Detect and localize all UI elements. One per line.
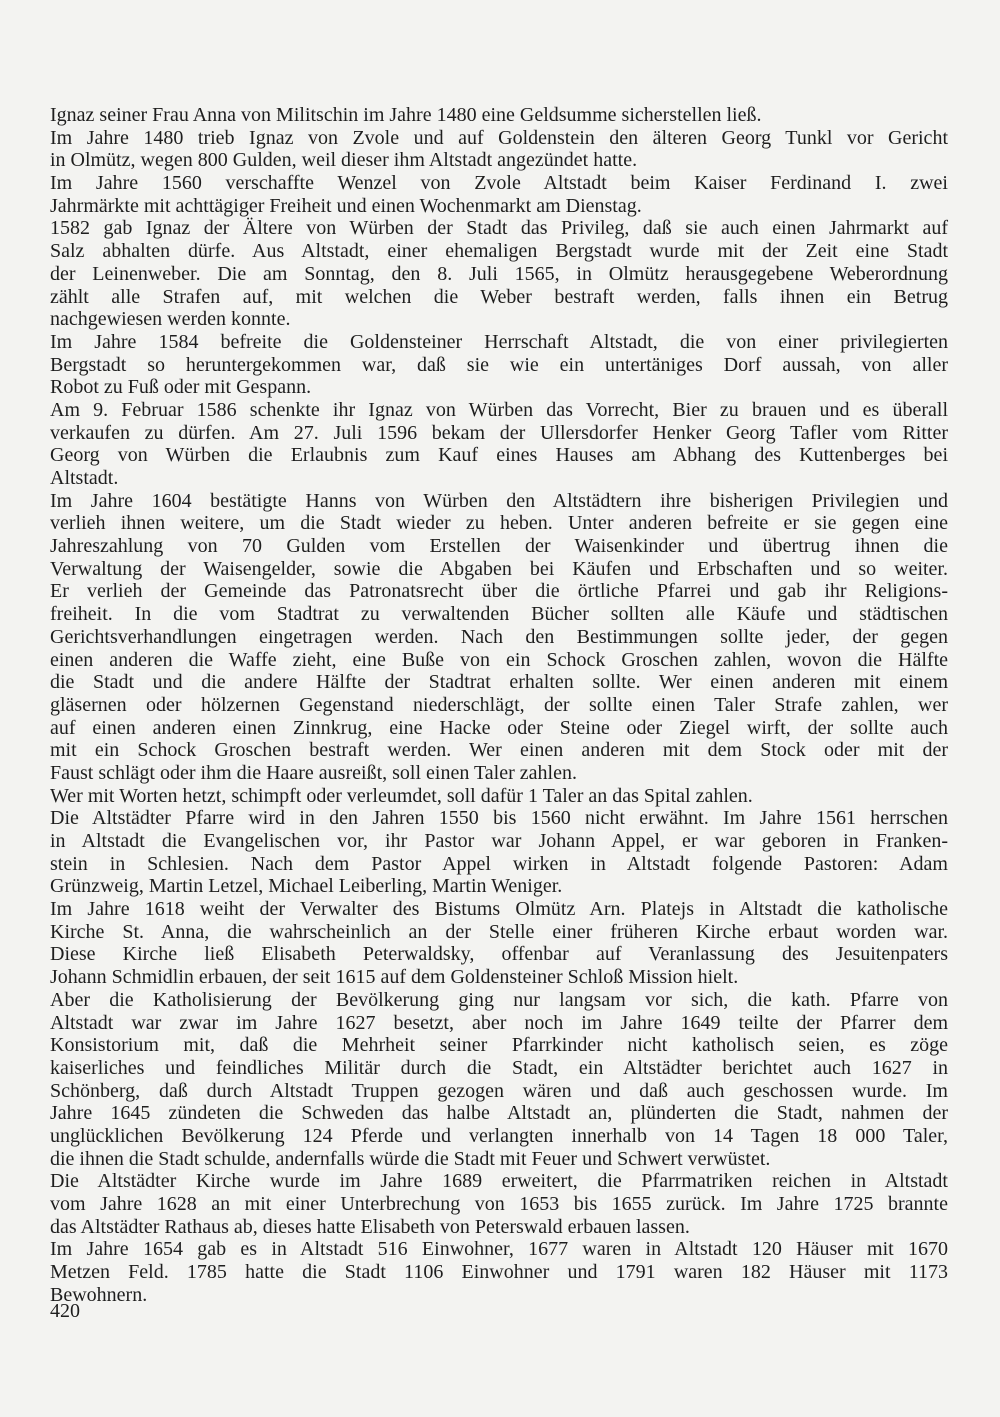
text-line: Im Jahre 1604 bestätigte Hanns von Würben den Altstädtern ihre bisherigen Privilegien und <box>50 489 948 512</box>
text-line: Gerichtsverhandlungen eingetragen werden. Nach den Bestimmungen sollte jeder, der gegen <box>50 625 948 648</box>
paragraph <box>50 104 948 127</box>
text-line: verlieh ihnen weitere, um die Stadt wieder zu heben. Unter anderen befreite er sie gegen eine <box>50 512 948 535</box>
paragraph <box>50 490 948 785</box>
text-line: Verwaltung der Waisengelder, sowie die Abgaben bei Käufen und Erbschaften und so weiter. <box>50 557 948 580</box>
text-line: Jahrmärkte mit achttägiger Freiheit und einen Wochenmarkt am Dienstag. <box>50 194 642 217</box>
paragraph <box>50 399 948 490</box>
text-line: Georg von Würben die Erlaubnis zum Kauf eines Hauses am Abhang des Kuttenberges bei <box>50 444 948 467</box>
text-line: gläsernen oder hölzernen Gegenstand niederschlägt, der sollte einen Taler Strafe zahlen, wer <box>50 693 948 716</box>
text-line: Ignaz seiner Frau Anna von Militschin im Jahre 1480 eine Geldsumme sicherstellen ließ. <box>50 104 762 126</box>
text-line: das Altstädter Rathaus ab, dieses hatte Elisabeth von Peterswald erbauen lassen. <box>50 1215 690 1238</box>
paragraph <box>50 1170 948 1238</box>
text-line: Konsistorium mit, daß die Mehrheit seiner Pfarrkinder nicht katholisch seien, es zöge <box>50 1034 948 1057</box>
text-line: zählt alle Strafen auf, mit welchen die Weber bestraft werden, falls ihnen ein Betrug <box>50 285 948 308</box>
text-line: verkaufen zu dürfen. Am 27. Juli 1596 bekam der Ullersdorfer Henker Georg Tafler vom Ritter <box>50 421 948 444</box>
text-line: Bergstadt so heruntergekommen war, daß sie wie ein untertäniges Dorf aussah, von aller <box>50 353 948 376</box>
text-line: Jahreszahlung von 70 Gulden vom Erstellen der Waisenkinder und übertrug ihnen die <box>50 535 948 558</box>
text-line: Metzen Feld. 1785 hatte die Stadt 1106 Einwohner und 1791 waren 182 Häuser mit 1173 <box>50 1261 948 1284</box>
text-line: Altstadt war zwar im Jahre 1627 besetzt, aber noch im Jahre 1649 teilte der Pfarrer dem <box>50 1011 948 1034</box>
text-line: Faust schlägt oder ihm die Haare ausreißt, soll einen Taler zahlen. <box>50 761 577 784</box>
text-line: Johann Schmidlin erbauen, der seit 1615 auf dem Goldensteiner Schloß Mission hielt. <box>50 966 739 989</box>
text-line: Grünzweig, Martin Letzel, Michael Leiberling, Martin Weniger. <box>50 875 563 898</box>
text-line: Im Jahre 1654 gab es in Altstadt 516 Einwohner, 1677 waren in Altstadt 120 Häuser mit 1670 <box>50 1238 948 1261</box>
text-line: unglücklichen Bevölkerung 124 Pferde und verlangten innerhalb von 14 Tagen 18 000 Taler, <box>50 1124 948 1147</box>
text-line: Im Jahre 1480 trieb Ignaz von Zvole und auf Goldenstein den älteren Georg Tunkl vor Gericht <box>50 126 948 149</box>
text-line: Altstadt. <box>50 467 119 489</box>
text-line: Im Jahre 1560 verschaffte Wenzel von Zvole Altstadt beim Kaiser Ferdinand I. zwei <box>50 172 948 195</box>
text-line: Aber die Katholisierung der Bevölkerung ging nur langsam vor sich, die kath. Pfarre von <box>50 988 948 1011</box>
text-line: Im Jahre 1584 befreite die Goldensteiner Herrschaft Altstadt, die von einer privilegierten <box>50 330 948 353</box>
text-line: mit ein Schock Groschen bestraft werden. Wer einen anderen mit dem Stock oder mit der <box>50 739 948 762</box>
text-line: freiheit. In die vom Stadtrat zu verwaltenden Bücher sollten alle Käufe und städtischen <box>50 603 948 626</box>
paragraph <box>50 785 948 808</box>
paragraph <box>50 127 948 172</box>
text-line: nachgewiesen werden konnte. <box>50 308 291 331</box>
paragraph <box>50 807 948 898</box>
text-line: Robot zu Fuß oder mit Gespann. <box>50 376 312 399</box>
page-number: 420 <box>50 1300 80 1322</box>
text-line: Im Jahre 1618 weiht der Verwalter des Bistums Olmütz Arn. Platejs in Altstadt die katholische <box>50 898 948 921</box>
paragraph <box>50 989 948 1171</box>
paragraph <box>50 217 948 330</box>
text-line: Schönberg, daß durch Altstadt Truppen gezogen wären und daß auch geschossen wurde. Im <box>50 1079 948 1102</box>
text-line: Diese Kirche ließ Elisabeth Peterwaldsky, offenbar auf Veranlassung des Jesuitenpaters <box>50 943 948 966</box>
text-line: Er verlieh der Gemeinde das Patronatsrecht über die örtliche Pfarrei und gab ihr Religions- <box>50 580 948 603</box>
text-line: Jahre 1645 zündeten die Schweden das halbe Altstadt an, plünderten die Stadt, nahmen der <box>50 1102 948 1125</box>
text-line: vom Jahre 1628 an mit einer Unterbrechung von 1653 bis 1655 zurück. Im Jahre 1725 brannte <box>50 1193 948 1215</box>
page-body-text <box>50 104 948 1306</box>
text-line: Wer mit Worten hetzt, schimpft oder verleumdet, soll dafür 1 Taler an das Spital zahlen. <box>50 784 753 807</box>
text-line: Am 9. Februar 1586 schenkte ihr Ignaz von Würben das Vorrecht, Bier zu brauen und es überall <box>50 398 948 421</box>
text-line: stein in Schlesien. Nach dem Pastor Appel wirken in Altstadt folgende Pastoren: Adam <box>50 852 948 875</box>
text-line: kaiserliches und feindliches Militär durch die Stadt, ein Altstädter berichtet auch 1627 in <box>50 1056 948 1079</box>
paragraph <box>50 898 948 989</box>
text-line: Kirche St. Anna, die wahrscheinlich an der Stelle einer früheren Kirche erbaut worden war. <box>50 920 948 943</box>
text-line: in Olmütz, wegen 800 Gulden, weil dieser ihm Altstadt angezündet hatte. <box>50 149 638 172</box>
text-line: 1582 gab Ignaz der Ältere von Würben der Stadt das Privileg, daß sie auch einen Jahrmarkt auf <box>50 217 948 240</box>
text-line: in Altstadt die Evangelischen vor, ihr Pastor war Johann Appel, er war geboren in Franken- <box>50 830 948 852</box>
text-line: Die Altstädter Pfarre wird in den Jahren 1550 bis 1560 nicht erwähnt. Im Jahre 1561 herrschen <box>50 807 948 830</box>
text-line: die Stadt und die andere Hälfte der Stadtrat erhalten sollte. Wer einen anderen mit einem <box>50 671 948 694</box>
paragraph <box>50 1238 948 1306</box>
text-line: Bewohnern. <box>50 1283 148 1306</box>
text-line: der Leinenweber. Die am Sonntag, den 8. Juli 1565, in Olmütz herausgegebene Weberordnung <box>50 262 948 285</box>
text-line: auf einen anderen einen Zinnkrug, eine Hacke oder Steine oder Ziegel wirft, der sollte auch <box>50 716 948 739</box>
text-line: Die Altstädter Kirche wurde im Jahre 1689 erweitert, die Pfarrmatriken reichen in Altstadt <box>50 1170 948 1193</box>
text-line: Salz abhalten dürfe. Aus Altstadt, einer ehemaligen Bergstadt wurde mit der Zeit eine Stadt <box>50 240 948 263</box>
text-line: die ihnen die Stadt schulde, andernfalls würde die Stadt mit Feuer und Schwert verwüstet. <box>50 1147 771 1170</box>
paragraph <box>50 172 948 217</box>
paragraph <box>50 331 948 399</box>
text-line: einen anderen die Waffe zieht, eine Buße von ein Schock Groschen zahlen, wovon die Hälfte <box>50 648 948 671</box>
